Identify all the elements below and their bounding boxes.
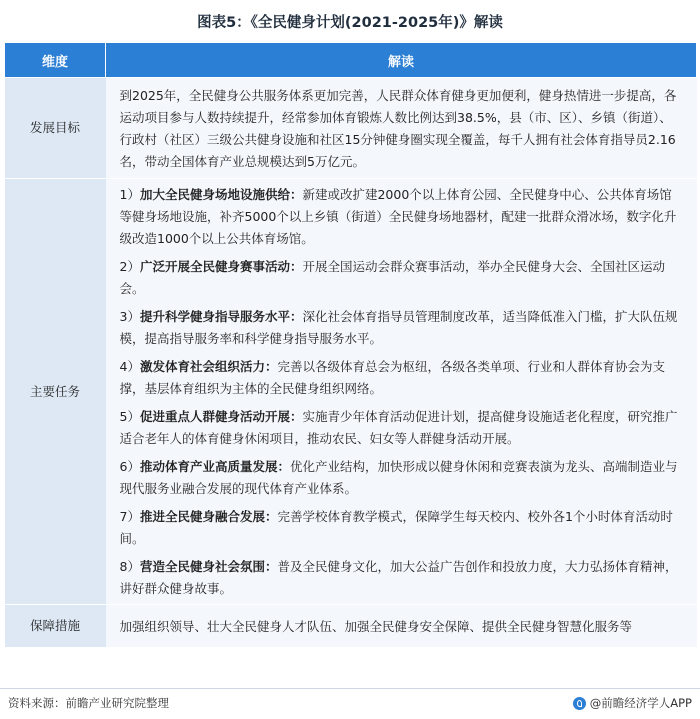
- task-number: 8）: [119, 559, 140, 574]
- task-text: 开展全国运动会群众赛事活动，举办全民健身大会、全国社区运动会。: [119, 259, 665, 296]
- source-note: 资料来源：前瞻产业研究院整理: [8, 696, 169, 710]
- task-heading: 提升科学健身指导服务水平：: [139, 309, 303, 324]
- task-item: [120, 256, 683, 300]
- label-goal: 发展目标: [5, 78, 106, 179]
- task-item: [120, 306, 683, 350]
- label-tasks: 主要任务: [5, 179, 106, 605]
- table-row-tasks: [5, 179, 697, 605]
- plan-table: [4, 42, 697, 648]
- task-text: 优化产业结构，加快形成以健身休闲和竞赛表演为龙头、高端制造业与现代服务业融合发展的现代体育产业体系。: [119, 459, 678, 496]
- task-heading: 激发体育社会组织活力：: [139, 359, 278, 374]
- task-number: 5）: [119, 409, 140, 424]
- task-item: [120, 406, 683, 450]
- table-header-row: [5, 43, 697, 78]
- task-number: 7）: [119, 509, 140, 524]
- table-row-measures: [5, 605, 697, 648]
- brand-text: @前瞻经济学人APP: [589, 696, 692, 710]
- brand: [573, 695, 692, 711]
- task-number: 2）: [119, 259, 140, 274]
- task-text: 完善以各级体育总会为枢纽，各级各类单项、行业和人群体育协会为支撑，基层体育组织为主体的全民健身组织网络。: [119, 359, 665, 396]
- task-number: 4）: [119, 359, 140, 374]
- tasks-list: [106, 179, 697, 605]
- task-heading: 推进全民健身融合发展：: [139, 509, 278, 524]
- task-heading: 加大全民健身场地设施供给：: [139, 187, 303, 202]
- task-heading: 推动体育产业高质量发展：: [139, 459, 290, 474]
- task-number: 3）: [119, 309, 140, 324]
- header-dimension: 维度: [5, 43, 106, 78]
- table-row-goal: [5, 78, 697, 179]
- task-text: 实施青少年体育活动促进计划，提高健身设施适老化程度，研究推广适合老年人的体育健身休闲项目，推动农民、妇女等人群健身活动开展。: [119, 409, 678, 446]
- task-text: 普及全民健身文化，加大公益广告创作和投放力度，大力弘扬体育精神，讲好群众健身故事。: [119, 559, 678, 596]
- task-number: 6）: [119, 459, 140, 474]
- task-text: 深化社会体育指导员管理制度改革，适当降低准入门槛，扩大队伍规模，提高指导服务率和科学健身指导服务水平。: [119, 309, 678, 346]
- task-heading: 广泛开展全民健身赛事活动：: [139, 259, 303, 274]
- footer: [0, 688, 700, 719]
- task-item: [120, 356, 683, 400]
- task-item: [120, 184, 683, 250]
- chart-title: 图表5：《全民健身计划(2021-2025年)》解读: [197, 14, 503, 31]
- task-heading: 促进重点人群健身活动开展：: [139, 409, 303, 424]
- goal-text: 到2025年，全民健身公共服务体系更加完善，人民群众体育健身更加便利，健身热情进一步提高，各运动项目参与人数持续提升，经常参加体育锻炼人数比例达到38.5%，县（市、区）、乡镇（街道）、行政村（社区）三级公共健身设施和社区15分钟健身圈实现全覆盖，每千人拥有社会体育指导员2.16名，带动全国体育产业总规模达到5万亿元。: [106, 78, 697, 179]
- task-number: 1）: [119, 187, 140, 202]
- task-text: 完善学校体育教学模式，保障学生每天校内、校外各1个小时体育活动时间。: [119, 509, 673, 546]
- task-item: [120, 456, 683, 500]
- task-item: [120, 506, 683, 550]
- label-measures: 保障措施: [5, 605, 106, 648]
- measures-text: 加强组织领导、壮大全民健身人才队伍、加强全民健身安全保障、提供全民健身智慧化服务等: [106, 605, 697, 648]
- qianzhan-logo-icon: [573, 697, 586, 710]
- task-text: 新建或改扩建2000个以上体育公园、全民健身中心、公共体育场馆等健身场地设施，补齐5000个以上乡镇（街道）全民健身场地器材，配建一批群众滑冰场，数字化升级改造1000个以上公共体育场馆。: [119, 187, 677, 246]
- task-heading: 营造全民健身社会氛围：: [139, 559, 278, 574]
- header-interpretation: 解读: [106, 43, 697, 78]
- task-item: [120, 556, 683, 600]
